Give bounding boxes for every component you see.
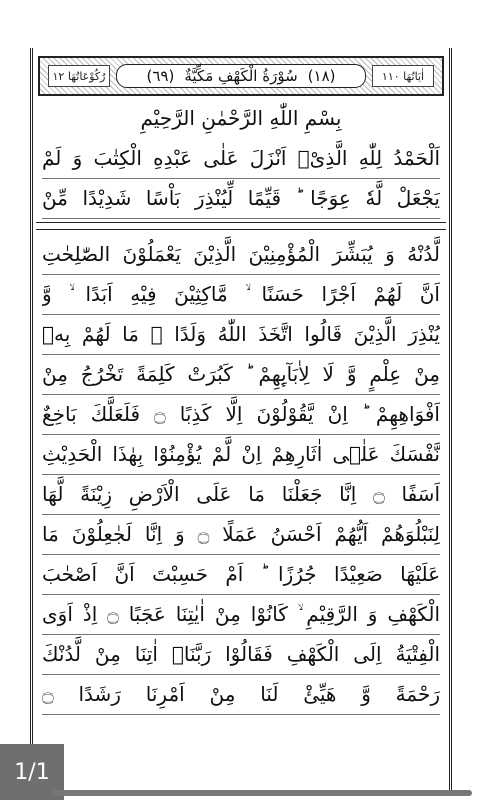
juz-number: (١٨) [307,67,336,85]
text-line-7: اَفْوَاهِهِمْ ؕ اِنْ یَّقُوْلُوْنَ اِلَّا كَذِبًا ۝ فَلَعَلَّكَ بَاخِعٌ [42,394,440,435]
bismillah: بِسْمِ اللّٰهِ الرَّحْمٰنِ الرَّحِيْمِ [140,106,342,130]
text-line-6: مِنْ عِلْمٍ وَّ لَا لِاٰبَآىِٕهِمْ ؕ كَبُرَتْ كَلِمَةً تَخْرُجُ مِنْ [42,354,440,395]
text-line-8: نَّفْسَكَ عَلٰۤى اٰثَارِهِمْ اِنْ لَّمْ یُؤْمِنُوْا بِهٰذَا الْحَدِیْثِ [42,434,440,475]
section-divider [36,222,446,230]
text-line-9: اَسَفًا ۝ اِنَّا جَعَلْنَا مَا عَلَى الْاَرْضِ زِیْنَةً لَّهَا [42,474,440,515]
text-line-1: اَلْحَمْدُ لِلّٰهِ الَّذِیْۤ اَنْزَلَ عَلٰى عَبْدِهِ الْكِتٰبَ وَ لَمْ [42,138,440,179]
surah-title: سُوْرَةُ الْكَهْفِ مَكِّيَّةٌ [184,67,298,85]
text-line-11: عَلَیْهَا صَعِیْدًا جُرُزًا ؕ اَمْ حَسِبْتَ اَنَّ اَصْحٰبَ [42,554,440,595]
surah-title-cartouche [116,64,366,88]
text-line-5: یُنْذِرَ الَّذِیْنَ قَالُوا اتَّخَذَ اللّٰهُ وَلَدًا ۗ مَا لَهُمْ بِهٖ [42,314,440,355]
text-line-12: الْكَهْفِ وَ الرَّقِیْمِ ۙ كَانُوْا مِنْ اٰیٰتِنَا عَجَبًا ۝ اِذْ اَوَى [42,594,440,635]
surah-header [38,56,444,96]
text-line-14: رَحْمَةً وَّ هَیِّئْ لَنَا مِنْ اَمْرِنَا رَشَدًا ۝ [42,674,440,715]
mushaf-page [30,48,452,792]
page-counter: 1/1 [0,744,64,800]
header-right-label: اٰيَاتُهَا ١١٠ [372,65,434,87]
header-left-label: رُكُوْعَاتُهَا ١٢ [48,65,110,87]
text-line-13: الْفِتْیَةُ اِلَى الْكَهْفِ فَقَالُوْا رَبَّنَاۤ اٰتِنَا مِنْ لَّدُنْكَ [42,634,440,675]
text-line-10: لِنَبْلُوَهُمْ اَیُّهُمْ اَحْسَنُ عَمَلًا ۝ وَ اِنَّا لَجٰعِلُوْنَ مَا [42,514,440,555]
surah-number: (٦٩) [146,67,175,85]
text-line-4: اَنَّ لَهُمْ اَجْرًا حَسَنًا ۙ مَّاكِثِیْنَ فِیْهِ اَبَدًا ۙ وَّ [42,274,440,315]
text-line-2: یَجْعَلْ لَّهٗ عِوَجًا ؕ قَیِّمًا لِّیُنْذِرَ بَاْسًا شَدِیْدًا مِّنْ [42,178,440,219]
text-line-3: لَّدُنْهُ وَ یُبَشِّرَ الْمُؤْمِنِیْنَ الَّذِیْنَ یَعْمَلُوْنَ الصّٰلِحٰتِ [42,234,440,275]
horizontal-scrollbar[interactable] [52,790,472,796]
